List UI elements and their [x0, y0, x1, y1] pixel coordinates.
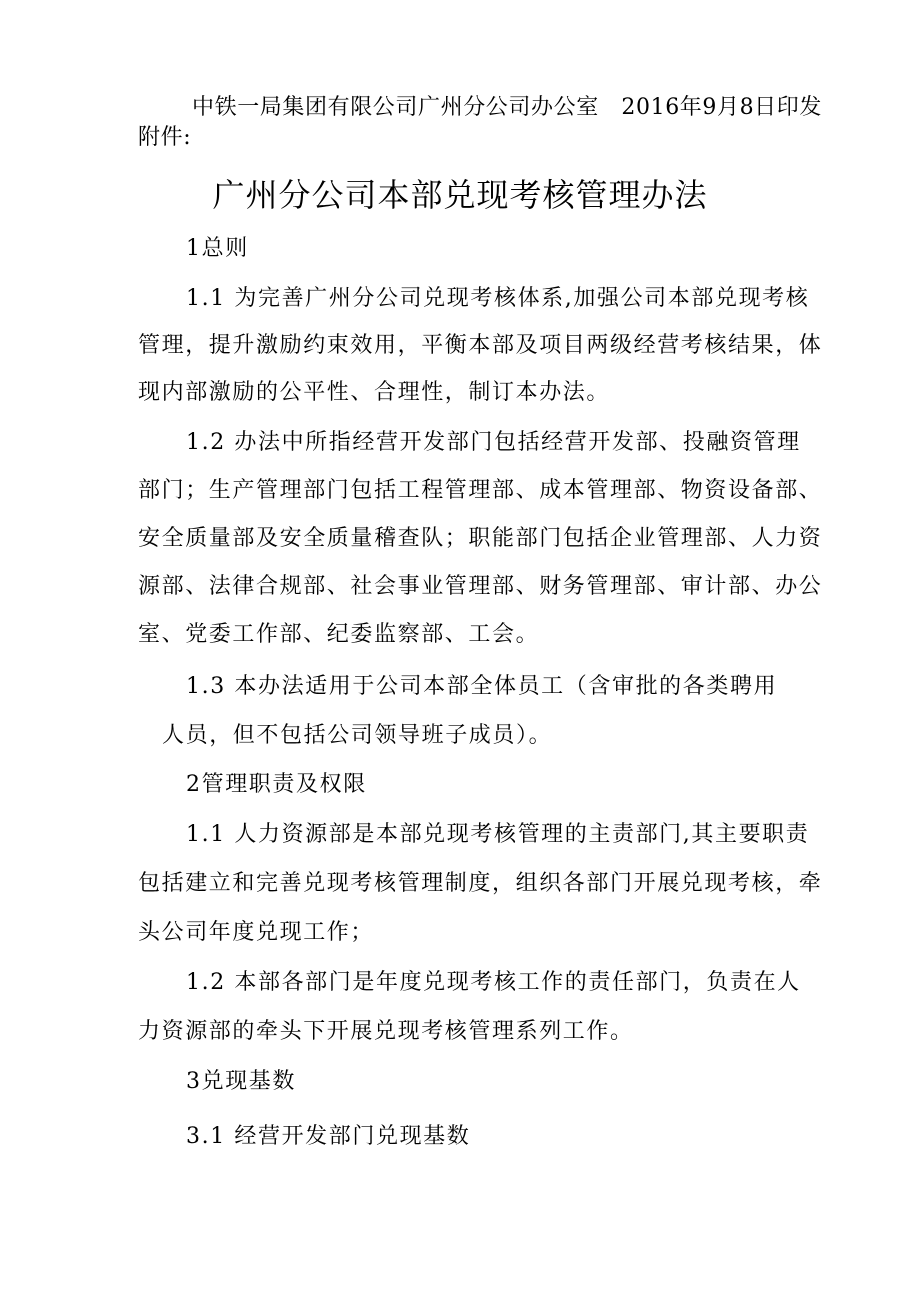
paragraph-line: 1.2 本部各部门是年度兑现考核工作的责任部门，负责在人 [186, 970, 801, 995]
paragraph-line: 包括建立和完善兑现考核管理制度，组织各部门开展兑现考核，牵 [138, 871, 823, 896]
section-heading-2: 2管理职责及权限 [186, 772, 367, 797]
paragraph-line: 源部、法律合规部、社会事业管理部、财务管理部、审计部、办公 [138, 574, 823, 599]
section-heading-3: 3兑现基数 [186, 1069, 296, 1094]
paragraph-line: 安全质量部及安全质量稽查队；职能部门包括企业管理部、人力资 [138, 526, 823, 551]
paragraph-line: 现内部激励的公平性、合理性，制订本办法。 [138, 380, 611, 405]
subsection-heading: 3.1 经营开发部门兑现基数 [186, 1124, 471, 1149]
document-title: 广州分公司本部兑现考核管理办法 [212, 176, 708, 214]
paragraph-line: 1.2 办法中所指经营开发部门包括经营开发部、投融资管理 [186, 430, 801, 455]
paragraph-line: 头公司年度兑现工作； [138, 920, 375, 945]
paragraph-line: 人员，但不包括公司领导班子成员）。 [162, 723, 553, 748]
paragraph-line: 管理，提升激励约束效用，平衡本部及项目两级经营考核结果，体 [138, 333, 823, 358]
issuer-line: 中铁一局集团有限公司广州分公司办公室 2016年9月8日印发 [192, 95, 822, 120]
section-heading-1: 1总则 [186, 236, 249, 261]
paragraph-line: 部门；生产管理部门包括工程管理部、成本管理部、物资设备部、 [138, 478, 823, 503]
paragraph-line: 力资源部的牵头下开展兑现考核管理系列工作。 [138, 1019, 634, 1044]
paragraph-line: 1.3 本办法适用于公司本部全体员工（含审批的各类聘用 [186, 674, 778, 699]
attachment-label: 附件: [138, 125, 192, 150]
paragraph-line: 1.1 为完善广州分公司兑现考核体系,加强公司本部兑现考核 [186, 286, 810, 311]
paragraph-line: 室、党委工作部、纪委监察部、工会。 [138, 622, 540, 647]
paragraph-line: 1.1 人力资源部是本部兑现考核管理的主责部门,其主要职责 [186, 822, 810, 847]
